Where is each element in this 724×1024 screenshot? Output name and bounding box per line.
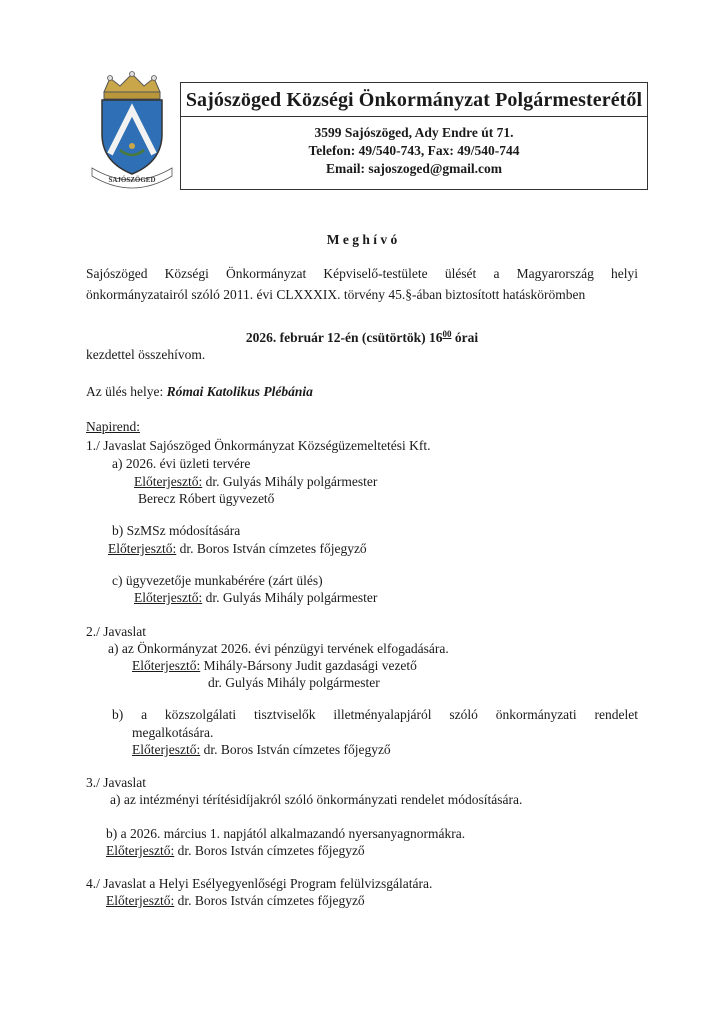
intro-line-2: önkormányzatairól szóló 2011. évi CLXXXIX. törvény 45.§-ában biztosított hatáskörömben — [86, 287, 586, 302]
agenda-item-4-presenter — [106, 893, 365, 909]
agenda-item-2a: a) az Önkormányzat 2026. évi pénzügyi tervének elfogadására. — [108, 641, 449, 656]
agenda-item-3-presenter — [106, 843, 365, 859]
meeting-location — [86, 384, 313, 400]
crown-icon — [104, 72, 160, 100]
location-label: Az ülés helye: — [86, 384, 167, 399]
presenter-label: Előterjesztő: — [134, 590, 203, 605]
agenda-item-1a: a) 2026. évi üzleti tervére — [112, 456, 251, 471]
intro-line-1: Sajószöged Községi Önkormányzat Képviselő-testülete ülését a Magyarország helyi — [86, 266, 638, 281]
agenda-item-2b-presenter — [132, 742, 391, 758]
presenter-label: Előterjesztő: — [134, 474, 203, 489]
presenter-label: Előterjesztő: — [132, 658, 201, 673]
convene-text: kezdettel összehívom. — [86, 347, 206, 362]
agenda-item-2-title: 2./ Javaslat — [86, 624, 146, 639]
agenda-item-1c: c) ügyvezetője munkabérére (zárt ülés) — [112, 573, 323, 588]
agenda-item-2a-presenter — [132, 658, 417, 674]
presenter-name: Mihály-Bársony Judit gazdasági vezető — [200, 658, 417, 673]
presenter-name: dr. Gulyás Mihály polgármester — [202, 590, 378, 605]
agenda-item-1b: b) SzMSz módosítására — [112, 523, 241, 538]
agenda-item-3-title: 3./ Javaslat — [86, 775, 146, 790]
agenda-item-2b-line-1: b) a közszolgálati tisztviselők illetményalapjáról szóló önkormányzati rendelet — [112, 707, 638, 722]
presenter-name: dr. Boros István címzetes főjegyző — [174, 843, 365, 858]
meeting-date-main: 2026. február 12-én (csütörtök) 16 — [245, 330, 443, 345]
agenda-item-2a-presenter-2: dr. Gulyás Mihály polgármester — [208, 675, 380, 690]
agenda-item-1b-presenter — [108, 541, 367, 557]
presenter-label: Előterjesztő: — [108, 541, 177, 556]
presenter-label: Előterjesztő: — [106, 893, 175, 908]
agenda-item-1a-presenter-2: Berecz Róbert ügyvezető — [138, 491, 275, 506]
agenda-item-3b: b) a 2026. március 1. napjától alkalmazandó nyersanyagnormákra. — [106, 826, 466, 841]
agenda-heading: Napirend: — [86, 419, 140, 434]
agenda-item-1c-presenter — [134, 590, 377, 606]
letterhead-divider — [181, 116, 647, 117]
document-heading: M e g h í v ó — [326, 232, 398, 247]
letterhead-email: Email: sajoszoged@gmail.com — [325, 161, 503, 176]
agenda-item-4-title: 4./ Javaslat a Helyi Esélyegyenlőségi Program felülvizsgálatára. — [86, 876, 433, 891]
presenter-name: dr. Boros István címzetes főjegyző — [176, 541, 367, 556]
meeting-date — [0, 326, 724, 346]
presenter-name: dr. Gulyás Mihály polgármester — [202, 474, 378, 489]
agenda-item-1-title: 1./ Javaslat Sajószöged Önkormányzat Községüzemeltetési Kft. — [86, 438, 431, 453]
agenda-item-1a-presenter — [134, 474, 377, 490]
location-value: Római Katolikus Plébánia — [166, 384, 313, 399]
letterhead-title: Sajószöged Községi Önkormányzat Polgármesterétől — [185, 89, 643, 111]
agenda-item-3a: a) az intézményi térítésidíjakról szóló önkormányzati rendelet módosítására. — [110, 792, 523, 807]
meeting-date-suffix: órai — [451, 330, 479, 345]
presenter-label: Előterjesztő: — [132, 742, 201, 757]
agenda-item-2b-line-2: megalkotására. — [132, 725, 214, 740]
letterhead-address: 3599 Sajószöged, Ady Endre út 71. — [314, 125, 514, 140]
crest-ribbon-text: SAJÓSZÖGED — [108, 176, 156, 184]
letterhead-box — [180, 82, 648, 190]
presenter-label: Előterjesztő: — [106, 843, 175, 858]
presenter-name: dr. Boros István címzetes főjegyző — [200, 742, 391, 757]
coat-of-arms-icon — [84, 70, 180, 194]
presenter-name: dr. Boros István címzetes főjegyző — [174, 893, 365, 908]
meeting-time-minutes: 00 — [442, 329, 452, 339]
letterhead-phone-fax: Telefon: 49/540-743, Fax: 49/540-744 — [308, 143, 520, 158]
